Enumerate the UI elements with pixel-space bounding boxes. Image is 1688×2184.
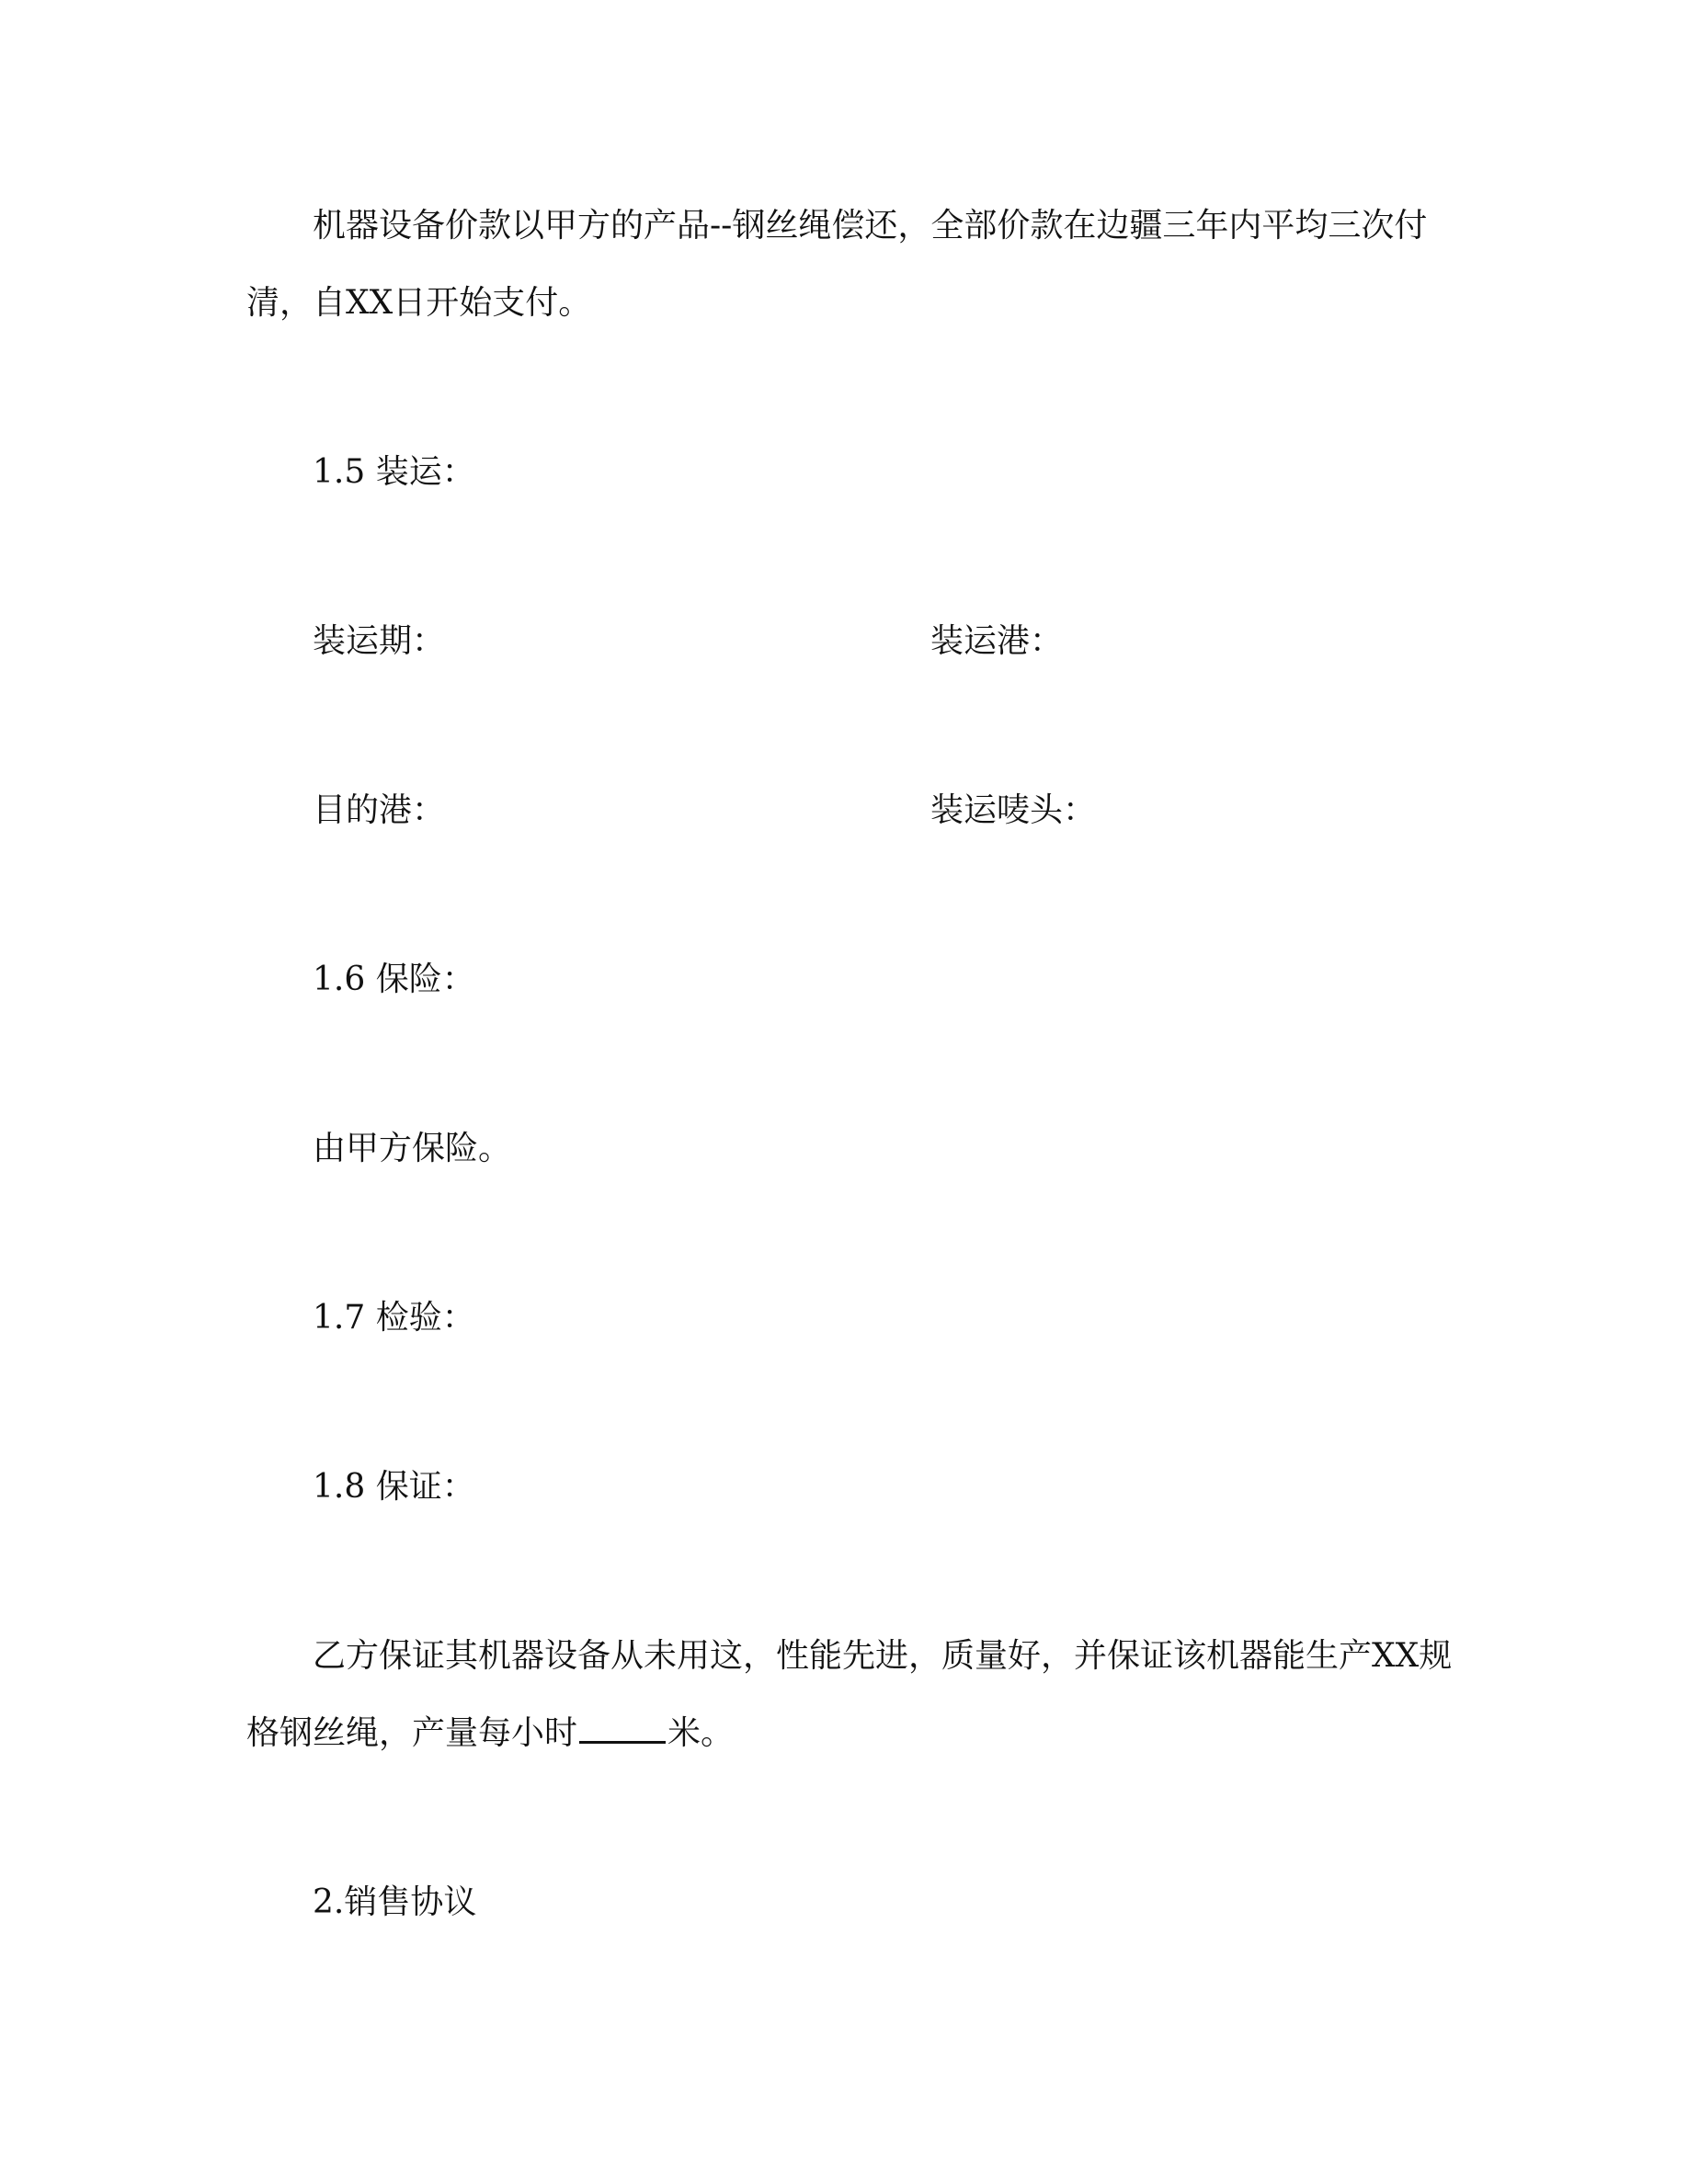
- section-1-5-heading: 1.5 装运：: [313, 453, 475, 491]
- section-1-8-heading: 1.8 保证：: [313, 1468, 475, 1506]
- insurance-text: 由甲方保险。: [313, 1130, 512, 1167]
- section-2-heading: 2.销售协议: [313, 1883, 477, 1921]
- payment-paragraph-line-1: 机器设备价款以甲方的产品--钢丝绳偿还，全部价款在边疆三年内平均三次付: [313, 207, 1428, 245]
- guarantee-line-2-text-after: 米。: [667, 1714, 735, 1752]
- section-1-6-heading: 1.6 保险：: [313, 961, 475, 998]
- shipping-period-label: 装运期：: [313, 622, 446, 660]
- guarantee-line-2-text-before: 格钢丝绳，产量每小时: [246, 1714, 578, 1752]
- section-1-7-heading: 1.7 检验：: [313, 1299, 475, 1337]
- shipping-port-label: 装运港：: [930, 622, 1064, 660]
- destination-port-label: 目的港：: [313, 791, 446, 829]
- payment-paragraph-line-2: 清，自XX日开始支付。: [246, 284, 592, 322]
- output-blank-underline: [579, 1713, 666, 1744]
- guarantee-paragraph-line-1: 乙方保证其机器设备从未用这，性能先进，质量好，并保证该机器能生产XX规: [313, 1637, 1453, 1675]
- shipping-mark-label: 装运唛头：: [930, 791, 1097, 829]
- guarantee-paragraph-line-2: [246, 1712, 734, 1756]
